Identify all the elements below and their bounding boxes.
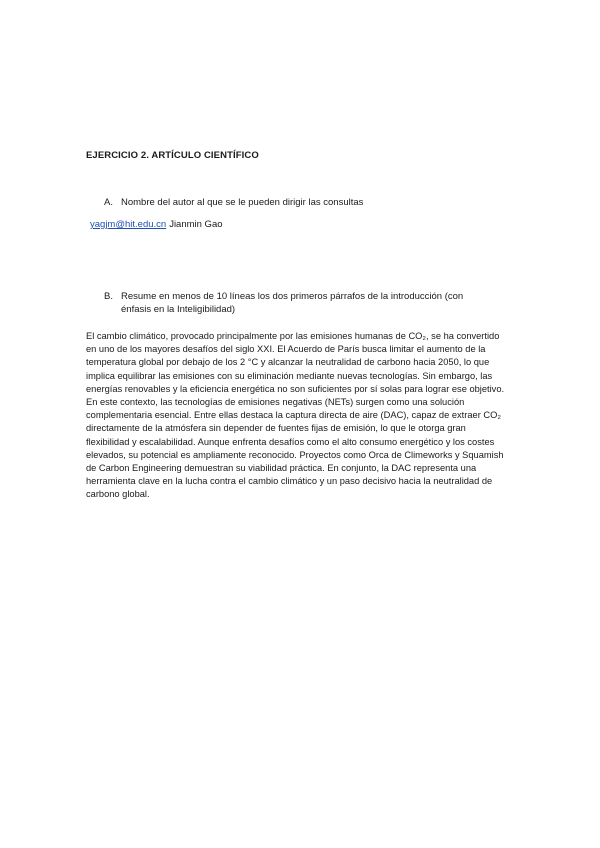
- list-item-a: [104, 196, 494, 209]
- summary-paragraph: El cambio climático, provocado principalmente por las emisiones humanas de CO₂, se ha convertido en uno de los mayores desafíos del siglo XXI. El Acuerdo de París busca limitar el aumento de la temperatura global por debajo de los 2 °C y alcanzar la neutralidad de carbono hacia 2050, lo que implica equilibrar las emisiones con su eliminación mediante nuevas tecnologías. Sin embargo, las energías renovables y la eficiencia energética no son suficientes por sí solas para lograr ese objetivo. En este contexto, las tecnologías de emisiones negativas (NETs) surgen como una solución complementaria esencial. Entre ellas destaca la captura directa de aire (DAC), capaz de extraer CO₂ directamente de la atmósfera sin depender de fuentes fijas de emisión, lo que le otorga gran flexibilidad y escalabilidad. Aunque enfrenta desafíos como el alto consumo energético y los costes elevados, su potencial es ampliamente reconocido. Proyectos como Orca de Climeworks y Squamish de Carbon Engineering demuestran su viabilidad práctica. En conjunto, la DAC representa una herramienta clave en la lucha contra el cambio climático y un paso decisivo hacia la neutralidad de carbono global.: [86, 331, 505, 500]
- author-email-link[interactable]: yagjm@hit.edu.cn: [90, 219, 167, 230]
- author-name: Jianmin Gao: [169, 219, 223, 230]
- list-item-b-text: Resume en menos de 10 líneas los dos primeros párrafos de la introducción (con énfasis en la Inteligibilidad): [121, 291, 464, 315]
- exercise-heading: EJERCICIO 2. ARTÍCULO CIENTÍFICO: [86, 150, 259, 161]
- list-item-b: [104, 290, 494, 316]
- list-marker-b: B.: [104, 291, 113, 302]
- author-contact: [90, 219, 223, 230]
- list-item-a-text: Nombre del autor al que se le pueden dirigir las consultas: [121, 197, 364, 208]
- list-marker-a: A.: [104, 197, 113, 208]
